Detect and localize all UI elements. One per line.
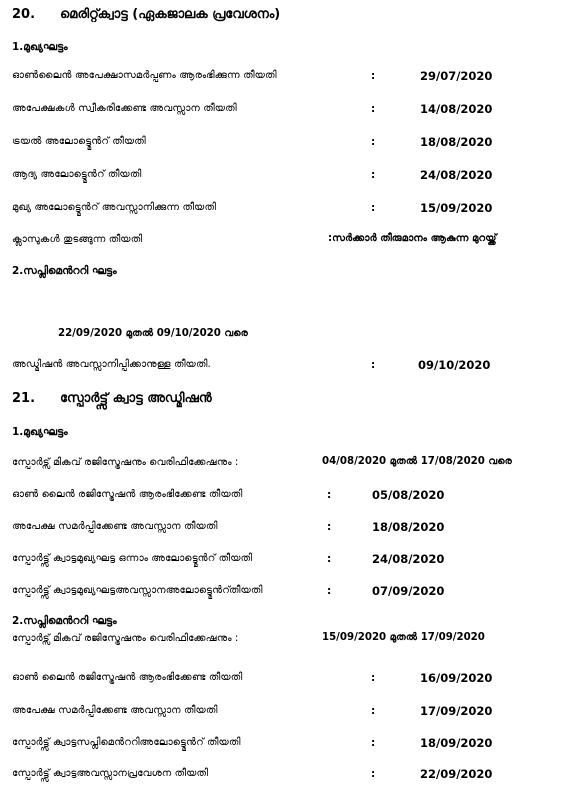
row-value: 16/09/2020 [420, 671, 493, 685]
row-label: സ്പോർട്സ് മികവ് രജിസ്ട്രേഷനും വെരിഫിക്കേഷനും : [12, 457, 239, 468]
row-label: സ്പോർട്സ് മികവ് രജിസ്ട്രേഷനും വെരിഫിക്കേഷനും : [12, 633, 239, 644]
row-value: 18/08/2020 [420, 135, 493, 149]
section-21-phase2-heading: 2.സപ്ലിമെൻററി ഘട്ടം [12, 615, 117, 627]
classes-start-value: :സർക്കാർ തീരുമാനം ആകുന്ന മുറയ്ക്ക് [328, 233, 497, 244]
section-21-phase1-heading: 1.മുഖ്യഘട്ടം [12, 426, 68, 438]
row-label: മുഖ്യ അലോട്ട്മെൻറ് അവസ്സാനിക്കുന്ന തീയതി [12, 202, 216, 213]
classes-start-label: ക്ലാസുകൾ തുടങ്ങുന്ന തീയതി [12, 234, 143, 245]
row-value: 04/08/2020 മുതൽ 17/08/2020 വരെ [322, 456, 512, 467]
row-label: സ്പോർട്ട്സ് ക്വാട്ടമുഖ്യഘട്ട ഒന്നാം അലോട്ട്മെൻറ് തീയതി [12, 553, 253, 564]
row-value: 18/09/2020 [420, 736, 493, 750]
row-value: 24/08/2020 [372, 552, 445, 566]
section-20-title: മെരിറ്റ്ക്വാട്ട (ഏകജാലക പ്രവേശനം) [60, 7, 281, 22]
row-label: സ്പോർട്ട്സ് ക്വാട്ടമുഖ്യഘട്ടഅവസ്സാനഅലോട്ട്മെൻറ്തീയതി [12, 585, 263, 596]
row-colon: : [371, 359, 376, 371]
row-value: 05/08/2020 [372, 488, 445, 502]
row-value: 22/09/2020 [420, 767, 493, 781]
row-label: ഓൺ ലൈൻ രജിസ്ട്രേഷൻ ആരംഭിക്കേണ്ട തീയതി [12, 489, 243, 500]
row-label: ട്രയൽ അലോട്ട്മെൻറ് തീയതി [12, 136, 146, 147]
row-label: ഓൺ ലൈൻ രജിസ്ട്രേഷൻ ആരംഭിക്കേണ്ട തീയതി [12, 672, 243, 683]
row-value: 09/10/2020 [418, 358, 491, 372]
row-label: അപേക്ഷ സമർപ്പിക്കേണ്ട അവസ്സാന തീയതി [12, 521, 218, 532]
supplementary-date-range: 22/09/2020 മുതൽ 09/10/2020 വരെ [58, 328, 248, 339]
row-value: 29/07/2020 [420, 69, 493, 83]
row-label: അപേക്ഷകൾ സ്വീകരിക്കേണ്ട അവസ്സാന തീയതി [12, 103, 237, 114]
row-label: ഓൺലൈൻ അപേക്ഷാസമർപ്പണം ആരംഭിക്കുന്ന തീയതി [12, 70, 277, 81]
row-value: 15/09/2020 [420, 201, 493, 215]
row-colon: : [371, 705, 376, 717]
section-20-phase1-heading: 1.മുഖ്യഘട്ടം [12, 41, 68, 53]
row-colon: : [327, 585, 332, 597]
row-value: 17/09/2020 [420, 704, 493, 718]
row-colon: : [327, 489, 332, 501]
row-label: ആദ്യ അലോട്ട്മെൻറ് തീയതി [12, 169, 142, 180]
row-colon: : [327, 521, 332, 533]
row-value: 14/08/2020 [420, 102, 493, 116]
row-value: 15/09/2020 മുതൽ 17/09/2020 [322, 632, 485, 643]
row-value: 18/08/2020 [372, 520, 445, 534]
section-21-title: സ്പോർട്ട്സ് ക്വാട്ട അഡ്മിഷൻ [60, 391, 212, 406]
row-colon: : [371, 136, 376, 148]
section-21-number: 21. [12, 391, 36, 406]
row-colon: : [371, 202, 376, 214]
row-colon: : [371, 103, 376, 115]
row-colon: : [371, 672, 376, 684]
row-colon: : [371, 70, 376, 82]
row-value: 24/08/2020 [420, 168, 493, 182]
row-colon: : [327, 553, 332, 565]
row-label: അഡ്മിഷൻ അവസ്സാനിപ്പിക്കാനുള്ള തീയതി. [12, 359, 211, 370]
row-value: 07/09/2020 [372, 584, 445, 598]
row-colon: : [371, 169, 376, 181]
section-20-phase2-heading: 2.സപ്ലിമെൻററി ഘട്ടം [12, 265, 117, 277]
row-label: സ്പോർട്ട്സ് ക്വാട്ടഅവസ്സാനപ്രവേശന തീയതി [12, 768, 209, 779]
row-label: അപേക്ഷ സമർപ്പിക്കേണ്ട അവസ്സാന തീയതി [12, 705, 218, 716]
row-label: സ്പോർട്ട്സ് ക്വാട്ടസപ്ലിമെൻററിഅലോട്ട്മെൻറ് തീയതി [12, 737, 241, 748]
section-20-number: 20. [12, 7, 36, 22]
row-colon: : [371, 737, 376, 749]
row-colon: : [371, 768, 376, 780]
